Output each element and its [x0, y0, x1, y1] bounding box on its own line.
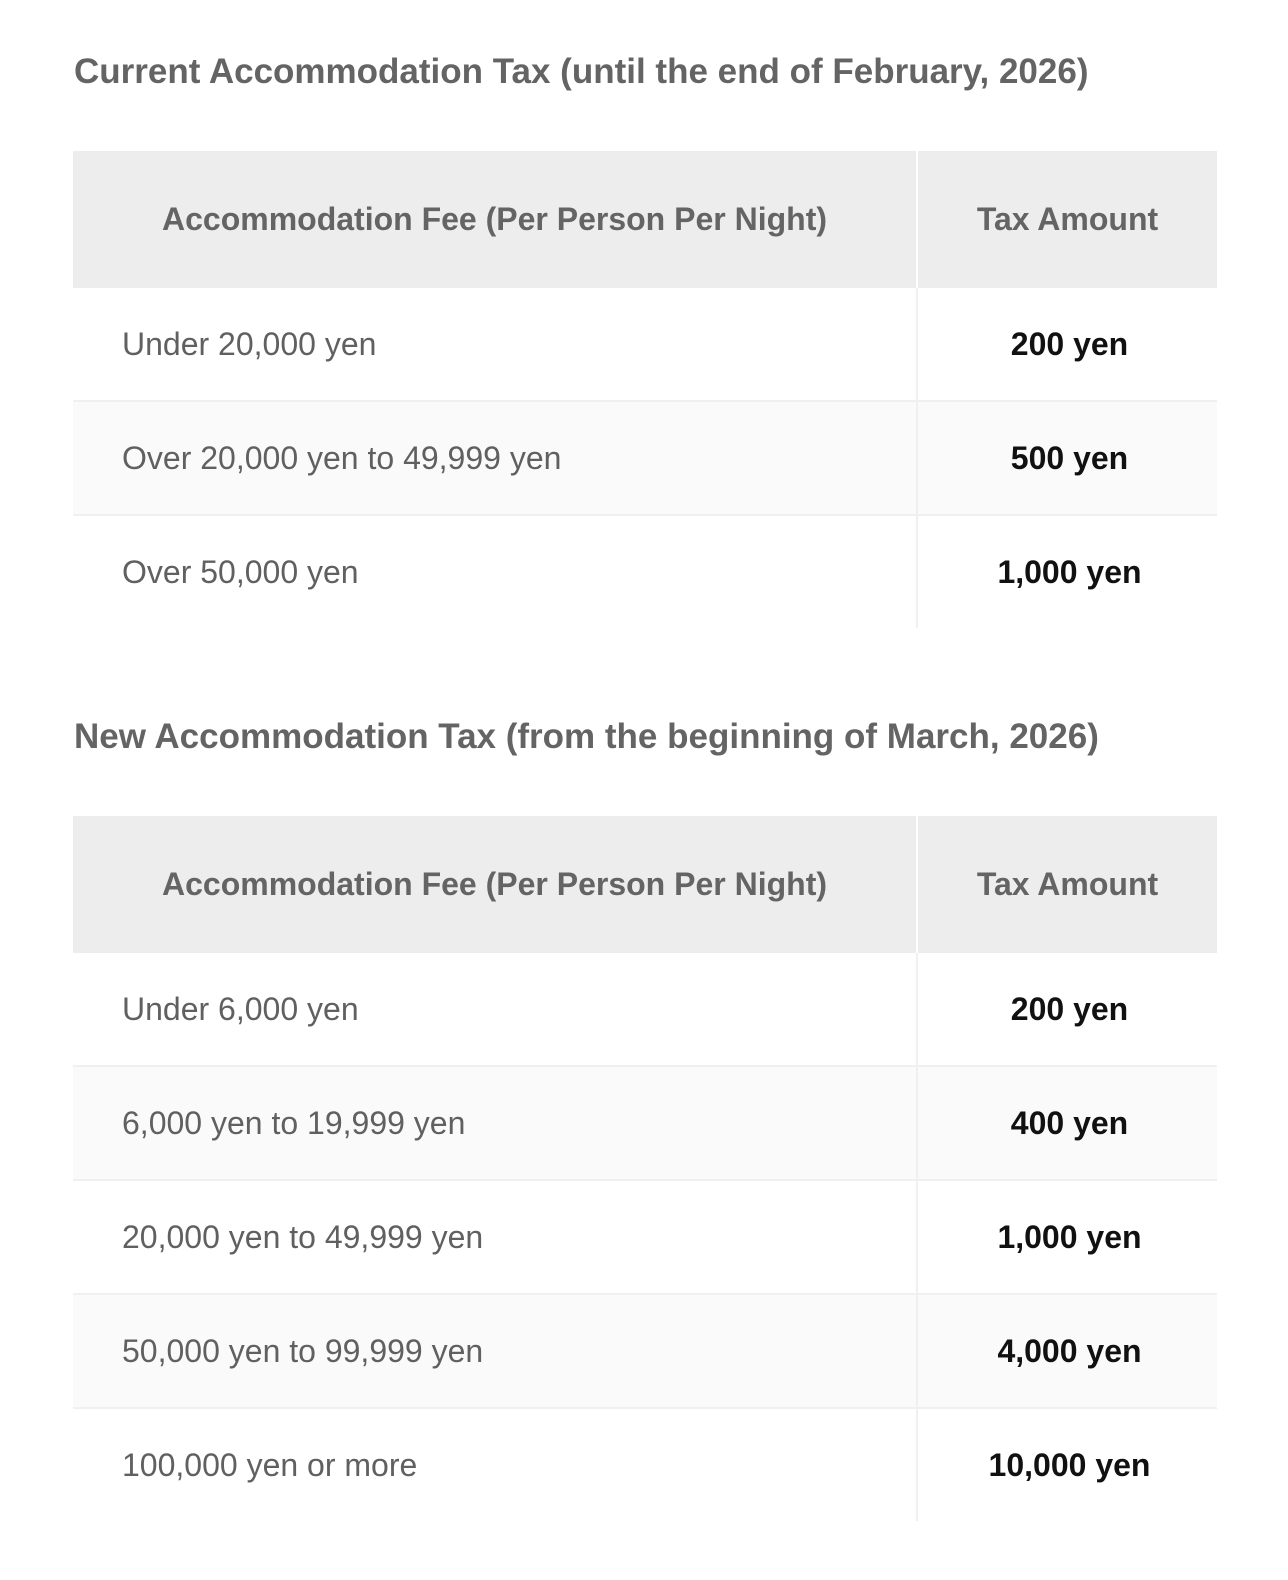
current-tax-title: Current Accommodation Tax (until the end of February, 2026): [74, 52, 1089, 91]
tax-cell: 1,000 yen: [917, 1180, 1217, 1294]
tax-column-header: Tax Amount: [917, 816, 1217, 953]
table-header-row: [73, 816, 1217, 953]
table-row: [73, 1294, 1217, 1408]
fee-cell: 6,000 yen to 19,999 yen: [73, 1066, 917, 1180]
fee-cell: Over 20,000 yen to 49,999 yen: [73, 401, 917, 515]
new-tax-table: [73, 816, 1217, 1521]
fee-cell: 20,000 yen to 49,999 yen: [73, 1180, 917, 1294]
fee-column-header: Accommodation Fee (Per Person Per Night): [73, 816, 917, 953]
current-tax-table: [73, 151, 1217, 628]
table-row: [73, 953, 1217, 1066]
tax-column-header: Tax Amount: [917, 151, 1217, 288]
fee-cell: Over 50,000 yen: [73, 515, 917, 628]
tax-cell: 400 yen: [917, 1066, 1217, 1180]
fee-cell: Under 20,000 yen: [73, 288, 917, 401]
table-header-row: [73, 151, 1217, 288]
tax-cell: 10,000 yen: [988, 1446, 1151, 1483]
tax-cell: 1,000 yen: [997, 553, 1142, 590]
fee-cell: 50,000 yen to 99,999 yen: [73, 1294, 917, 1408]
new-tax-title: New Accommodation Tax (from the beginning of March, 2026): [74, 717, 1099, 756]
fee-cell: Under 6,000 yen: [73, 953, 917, 1066]
table-row: [73, 1180, 1217, 1294]
tax-cell: 4,000 yen: [917, 1294, 1217, 1408]
table-row: [73, 1408, 1217, 1521]
table-row: [73, 288, 1217, 401]
tax-cell: 200 yen: [917, 953, 1217, 1066]
table-row: [73, 1066, 1217, 1180]
fee-cell: 100,000 yen or more: [73, 1408, 917, 1521]
table-row: [73, 401, 1217, 515]
table-row: [73, 515, 1217, 628]
fee-column-header: Accommodation Fee (Per Person Per Night): [73, 151, 917, 288]
tax-cell: 500 yen: [917, 401, 1217, 515]
tax-cell: 200 yen: [917, 288, 1217, 401]
